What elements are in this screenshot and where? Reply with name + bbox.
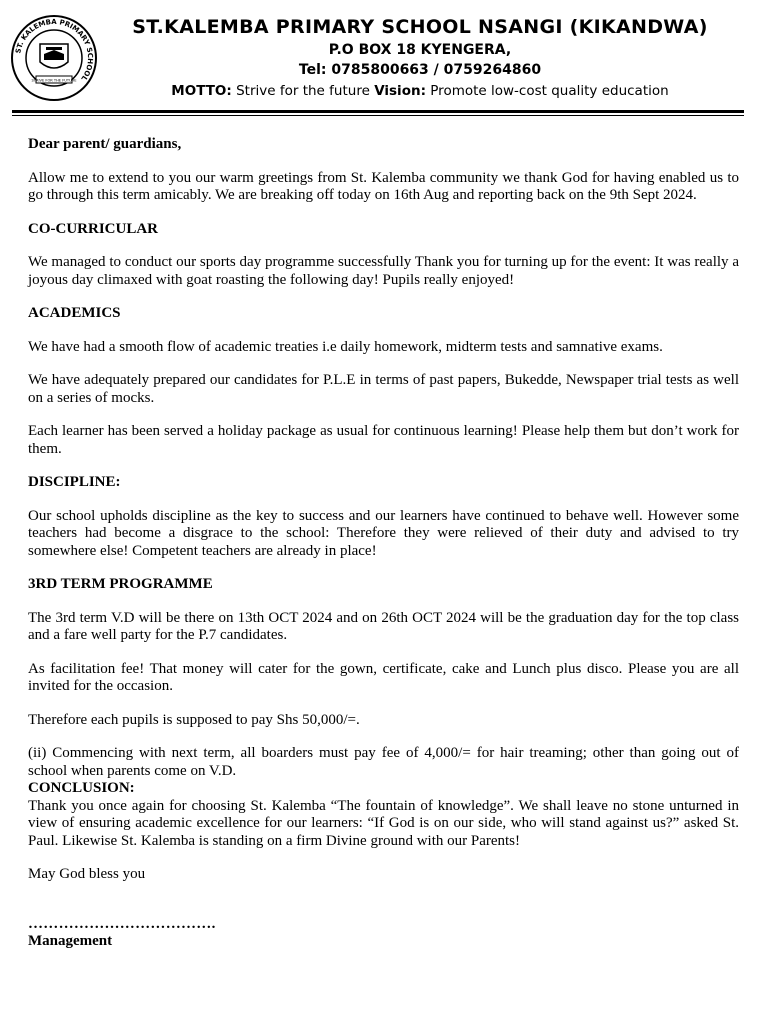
discipline-heading: DISCIPLINE: bbox=[28, 474, 121, 490]
academics-paragraph-3: Each learner has been served a holiday package as usual for continuous learning! Please help them but don’t work for them. bbox=[28, 423, 739, 457]
telephone: Tel: 0785800663 / 0759264860 bbox=[298, 62, 542, 78]
header-divider-thick bbox=[12, 110, 744, 113]
term-paragraph-1: The 3rd term V.D will be there on 13th OCT 2024 and on 26th OCT 2024 will be the graduation day for the top class and a fare well party for the P.7 candidates. bbox=[28, 609, 739, 643]
term-paragraph-3: Therefore each pupils is supposed to pay Shs 50,000/=. bbox=[28, 711, 360, 728]
academics-paragraph-1: We have had a smooth flow of academic treaties i.e daily homework, midterm tests and samnative exams. bbox=[28, 338, 663, 355]
vision-label: Vision: bbox=[374, 83, 426, 99]
signature-line: ………………………………. bbox=[28, 915, 216, 932]
cocurricular-paragraph: We managed to conduct our sports day programme successfully Thank you for turning up for the event: It was really a joyous day climaxed with goat roasting the following day! Pupils really enjoyed! bbox=[28, 254, 739, 288]
term-paragraph-4: (ii) Commencing with next term, all boarders must pay fee of 4,000/= for hair treaming; other than going out of school when parents come on V.D. bbox=[28, 745, 739, 779]
letter-body bbox=[28, 136, 739, 951]
letterhead bbox=[0, 0, 768, 118]
academics-paragraph-2: We have adequately prepared our candidates for P.L.E in terms of past papers, Bukedde, Newspaper trial tests as well on a series of mocks. bbox=[28, 372, 739, 406]
academics-heading: ACADEMICS bbox=[28, 305, 121, 321]
motto-text: Strive for the future bbox=[236, 83, 370, 99]
motto-line bbox=[100, 80, 740, 102]
vision-text: Promote low-cost quality education bbox=[430, 83, 669, 99]
crest-ring-text: ST. KALEMBA PRIMARY SCHOOL bbox=[14, 17, 95, 83]
salutation: Dear parent/ guardians, bbox=[28, 136, 182, 152]
term-programme-heading: 3RD TERM PROGRAMME bbox=[28, 576, 213, 592]
school-name: ST.KALEMBA PRIMARY SCHOOL NSANGI (KIKANDWA) bbox=[132, 16, 708, 38]
header-divider-thin bbox=[12, 115, 744, 116]
term-paragraph-2: As facilitation fee! That money will cater for the gown, certificate, cake and Lunch plus disco. Please you are all invited for the occasion. bbox=[28, 660, 739, 694]
signature-block bbox=[28, 916, 739, 951]
cocurricular-heading: CO-CURRICULAR bbox=[28, 220, 158, 237]
letterhead-text bbox=[100, 14, 740, 102]
blessing: May God bless you bbox=[28, 866, 146, 882]
school-crest-icon bbox=[10, 14, 98, 102]
conclusion-paragraph: Thank you once again for choosing St. Kalemba “The fountain of knowledge”. We shall leave no stone unturned in view of ensuring academic excellence for our learners: “If God is on our side, who will stand against us?” asked St. Paul. Likewise St. Kalemba is standing on a firm Divine ground with our Parents! bbox=[28, 797, 739, 849]
signatory: Management bbox=[28, 933, 113, 949]
crest-banner-text: STRIVE FOR THE FUTURE bbox=[31, 78, 77, 83]
conclusion-heading: CONCLUSION: bbox=[28, 780, 135, 796]
intro-paragraph: Allow me to extend to you our warm greetings from St. Kalemba community we thank God for having enabled us to go through this term amicably. We are breaking off today on 16th Aug and reporting back on the 9th Sept 2024. bbox=[28, 169, 739, 203]
postal-address: P.O BOX 18 KYENGERA, bbox=[328, 42, 512, 58]
motto-label: MOTTO: bbox=[171, 83, 232, 99]
discipline-paragraph: Our school upholds discipline as the key to success and our learners have continued to behave well. However some teachers had become a disgrace to the school: Therefore they were relieved of their duty and advised to try somewhere else! Competent teachers are already in place! bbox=[28, 507, 739, 559]
